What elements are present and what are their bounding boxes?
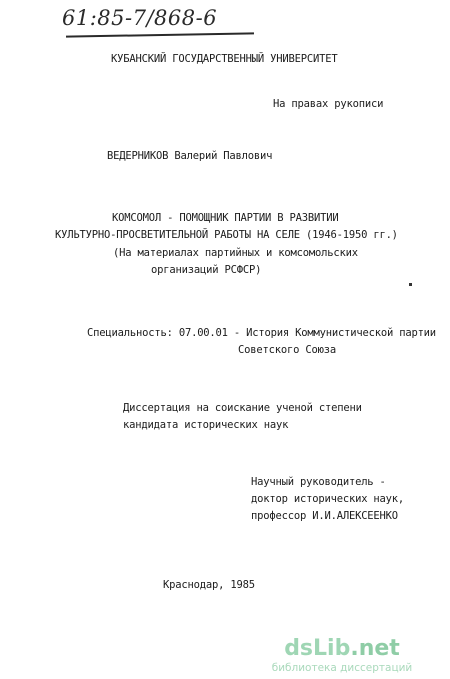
city-year: Краснодар, 1985 <box>163 579 255 591</box>
specialty-line-1: Специальность: 07.00.01 - История Коммунистической партии <box>87 327 436 339</box>
title-line-2: КУЛЬТУРНО-ПРОСВЕТИТЕЛЬНОЙ РАБОТЫ НА СЕЛЕ (1946-1950 гг.) <box>55 229 398 241</box>
university-name: КУБАНСКИЙ ГОСУДАРСТВЕННЫЙ УНИВЕРСИТЕТ <box>111 53 338 65</box>
title-line-4: организаций РСФСР) <box>151 264 262 276</box>
advisor-line-3: профессор И.И.АЛЕКСЕЕНКО <box>251 510 398 522</box>
title-line-3: (На материалах партийных и комсомольских <box>113 247 358 259</box>
watermark-logo: dsLib.net <box>284 636 400 661</box>
watermark <box>242 636 442 675</box>
handwritten-underline <box>66 32 254 37</box>
ink-dot <box>409 283 412 286</box>
degree-line-1: Диссертация на соискание ученой степени <box>123 402 362 414</box>
title-line-1: КОМСОМОЛ - ПОМОЩНИК ПАРТИИ В РАЗВИТИИ <box>112 212 339 224</box>
author-name: ВЕДЕРНИКОВ Валерий Павлович <box>107 150 273 162</box>
degree-line-2: кандидата исторических наук <box>123 419 289 431</box>
rights-notice: На правах рукописи <box>273 98 384 110</box>
watermark-subtitle: библиотека диссертаций <box>271 662 413 674</box>
advisor-line-1: Научный руководитель - <box>251 476 386 488</box>
specialty-line-2: Советского Союза <box>238 344 336 356</box>
advisor-line-2: доктор исторических наук, <box>251 493 405 505</box>
handwritten-catalog-number: 61:85-7/868-6 <box>62 6 218 30</box>
